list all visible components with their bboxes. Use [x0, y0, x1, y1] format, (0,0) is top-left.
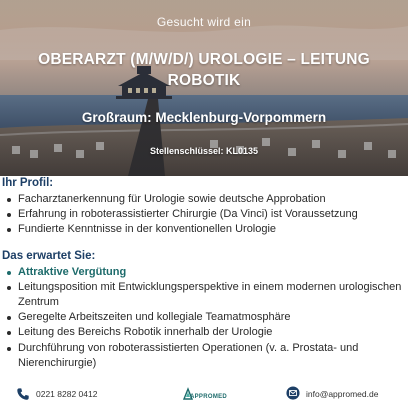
mail-icon: [286, 386, 300, 400]
email-address[interactable]: info@appromed.de: [306, 389, 379, 399]
offer-item: Durchführung von roboterassistierten Operationen (v. a. Prostata- und Nierenchirurgie): [0, 341, 408, 371]
phone-icon: [16, 387, 30, 401]
hero-text: [0, 0, 408, 176]
profile-item: Fundierte Kenntnisse in der konventionellen Urologie: [0, 222, 408, 237]
offer-item: Leitung des Bereichs Robotik innerhalb der Urologie: [0, 325, 408, 340]
job-title: OBERARZT (M/W/D/) UROLOGIE – LEITUNG ROBOTIK: [38, 51, 370, 89]
hero-banner: [0, 0, 408, 176]
offer-item-highlight: Attraktive Vergütung: [0, 265, 408, 280]
logo-text: APPROMED: [190, 394, 228, 400]
offer-item: Geregelte Arbeitszeiten und kollegiale Teamatmosphäre: [0, 310, 408, 325]
hero-eyebrow: Gesucht wird ein: [156, 15, 252, 29]
offer-heading: Das erwartet Sie:: [2, 249, 96, 262]
profile-item: Erfahrung in roboterassistierter Chirurgie (Da Vinci) ist Voraussetzung: [0, 207, 408, 222]
contact-footer: [0, 384, 408, 406]
phone-number[interactable]: 0221 8282 0412: [36, 389, 98, 399]
profile-list: [0, 192, 408, 238]
offer-item: Leitungsposition mit Entwicklungsperspektive in einem modernen urologischen Zentrum: [0, 280, 408, 310]
offer-list: [0, 265, 408, 371]
profile-heading: Ihr Profil:: [2, 177, 54, 189]
job-region: Großraum: Mecklenburg-Vorpommern: [81, 110, 327, 125]
job-details: [0, 177, 408, 371]
job-reference: Stellenschlüssel: KL0135: [149, 146, 259, 156]
profile-item: Facharztanerkennung für Urologie sowie deutsche Approbation: [0, 192, 408, 207]
